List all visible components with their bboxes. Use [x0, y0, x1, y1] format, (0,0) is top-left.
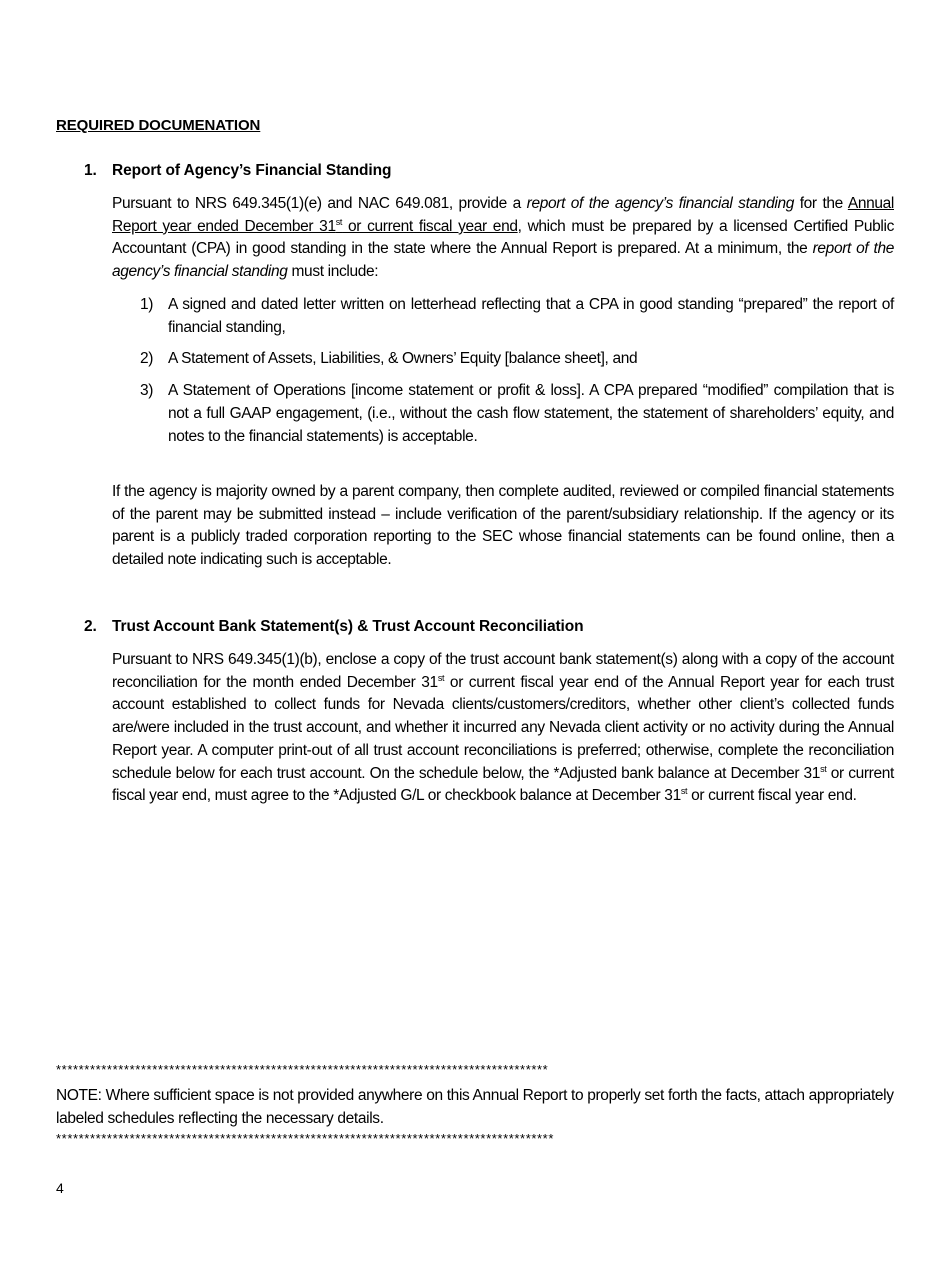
- list-item: [140, 348, 894, 371]
- text-run: Pursuant to NRS 649.345(1)(e) and NAC 649.081, provide a: [112, 195, 527, 212]
- text-run: Annual Report year ended December 31: [112, 195, 894, 235]
- superscript: st: [335, 216, 343, 227]
- list-item-text: A Statement of Assets, Liabilities, & Owners’ Equity [balance sheet], and: [168, 350, 638, 368]
- list-item-number: 3): [140, 382, 154, 400]
- italic-text: report of the agency’s financial standing: [526, 195, 794, 212]
- page-number: 4: [56, 1180, 64, 1196]
- text-run: , which must be prepared by a licensed Certified Public Accountant (CPA) in good standing in the state where the Annual Report is prepared. At a minimum, the: [112, 217, 895, 258]
- text-run: must include:: [287, 263, 379, 281]
- list-item-text: A signed and dated letter written on letterhead reflecting that a CPA in good standing “prepared” the report of financial standing,: [168, 296, 894, 336]
- list-item: [140, 294, 894, 339]
- text-run: or current fiscal year end of the Annual Report year for each trust account established to collect funds for Nevada clients/customers/creditors, whether other client’s collected funds are/were included in the trust account, and whether it incurred any Nevada client activity or no activity during the Annual Report year. A computer print-out of all trust account reconciliations is preferred; otherwise, complete the reconciliation schedule below for each trust account. On the schedule below, the *Adjusted bank balance at December 31: [112, 673, 894, 782]
- text-run: Pursuant to NRS 649.345(1)(b), enclose a copy of the trust account bank statement(s) along with a copy of the account reconciliation for the month ended December 31: [112, 651, 894, 691]
- asterisk-divider-top: ***************************************************************************************: [56, 1062, 549, 1077]
- text-run: or current fiscal year end, must agree to the *Adjusted G/L or checkbook balance at December 31: [112, 764, 894, 805]
- list-item: [140, 380, 894, 448]
- section-1-intro-paragraph: [112, 193, 894, 284]
- text-run: for the: [793, 195, 848, 212]
- text-run: or current fiscal year end.: [687, 787, 857, 805]
- list-item-text: A Statement of Operations [income statement or profit & loss]. A CPA prepared “modified” compilation that is not a full GAAP engagement, (i.e., without the cash flow statement, the statement of shareholders’ equity, and notes to the financial statements) is acceptable.: [168, 382, 894, 445]
- superscript: st: [437, 672, 445, 683]
- required-items-list: [140, 294, 894, 448]
- section-number: 2.: [84, 618, 97, 635]
- note-text: NOTE: Where sufficient space is not provided anywhere on this Annual Report to properly set forth the facts, attach appropriately labeled schedules reflecting the necessary details.: [56, 1087, 894, 1127]
- section-title-text: Report of Agency’s Financial Standing: [112, 162, 392, 179]
- list-item-number: 1): [140, 296, 154, 313]
- superscript: st: [680, 786, 688, 797]
- superscript: st: [820, 763, 827, 774]
- section-title-text: Trust Account Bank Statement(s) & Trust Account Reconciliation: [112, 618, 584, 635]
- asterisk-divider-bottom: ****************************************************************************************: [56, 1131, 554, 1146]
- page-heading: REQUIRED DOCUMENATION: [56, 117, 261, 134]
- parent-company-paragraph: If the agency is majority owned by a parent company, then complete audited, reviewed or compiled financial statements of the parent may be submitted instead – include verification of the parent/subsidiary relationship. If the agency or its parent is a publicly traded corporation reporting to the SEC whose financial statements can be found online, then a detailed note indicating such is acceptable.: [112, 483, 894, 569]
- section-number: 1.: [84, 162, 97, 179]
- list-item-number: 2): [140, 350, 154, 368]
- italic-text: report of the agency’s financial standing: [112, 240, 895, 281]
- section-2-body-paragraph: [112, 649, 894, 808]
- text-run: or current fiscal year end: [342, 217, 518, 235]
